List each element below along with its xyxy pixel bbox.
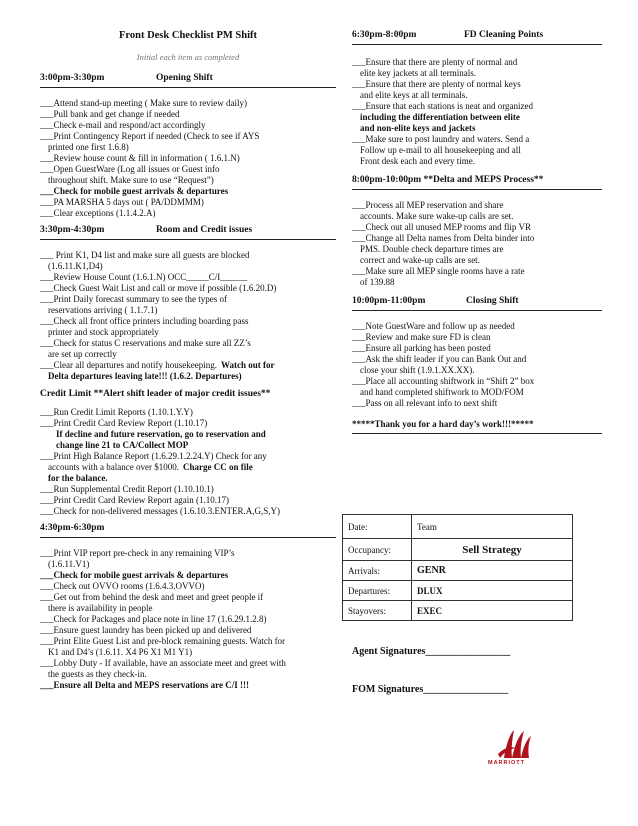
checklist-item-line: close your shift (1.9.1.XX.XX). (360, 365, 475, 375)
checklist-item-line: of 139.88 (360, 277, 395, 287)
checklist-item-line: ___Check e-mail and respond/act accordingly (40, 120, 206, 130)
checklist-item-line: ___Place all accounting shiftwork in “Shift 2” box (352, 376, 535, 386)
arrivals-label: Arrivals: (343, 561, 412, 581)
checklist-item-line: ___Change all Delta names from Delta binder into (352, 233, 535, 243)
exec-code: EXEC (412, 601, 573, 621)
section-opening-header (40, 73, 336, 88)
checklist-item (352, 332, 602, 343)
checklist-item-line: ___Run Credit Limit Reports (1.10.1.Y.Y) (40, 407, 193, 417)
page-subtitle: Initial each item as completed (136, 52, 240, 62)
checklist-item-line: ___Clear exceptions (1.1.4.2.A) (40, 208, 156, 218)
checklist-item-line: (1.6.11.V1) (48, 559, 90, 569)
checklist-item-line: ___Review house count & fill in information ( 1.6.1.N) (40, 153, 240, 163)
checklist-item-line: accounts with a balance over $1000. (48, 462, 179, 472)
checklist-item-line: ___Check all front office printers including boarding pass (40, 316, 249, 326)
checklist-item-line: reservations arriving ( 1.1.7.1) (48, 305, 158, 315)
checklist-item-line: ___Print High Balance Report (1.6.29.1.2.24.Y) Check for any (40, 451, 267, 461)
section-room-label: Room and Credit issues (156, 225, 253, 235)
section-closing-label: Closing Shift (466, 296, 519, 306)
checklist-item (40, 197, 336, 208)
checklist-item-line: throughout shift. Make sure to use “Request”) (48, 175, 214, 185)
checklist-item (40, 636, 336, 658)
credit-list-2 (40, 451, 336, 517)
checklist-item-line: there is availability in people (48, 603, 153, 613)
checklist-item-line: ___Check Guest Wait List and call or move if possible (1.6.20.D) (40, 283, 277, 293)
checklist-item-line: elite key jackets at all terminals. (360, 68, 476, 78)
checklist-item-line: ___Get out from behind the desk and meet and greet people if (40, 592, 264, 602)
checklist-item-line: ___Ensure all Delta and MEPS reservations are C/I !!! (40, 680, 249, 690)
checklist-item-line: ___Ensure guest laundry has been picked up and delivered (40, 625, 252, 635)
checklist-item (40, 495, 336, 506)
fd-list (352, 57, 602, 167)
checklist-item-line: ___Ensure that each stations is neat and organized (352, 101, 534, 111)
checklist-item-line: ___Make sure all MEP single rooms have a rate (352, 266, 525, 276)
checklist-item (40, 407, 336, 418)
checklist-item-line: ___PA MARSHA 5 days out ( PA/DDMMM) (40, 197, 204, 207)
checklist-item-line: Front desk each and every time. (360, 156, 475, 166)
sell-strategy-table (342, 514, 573, 621)
checklist-item (40, 164, 336, 186)
delta-list (352, 200, 602, 288)
checklist-item-line: ___Check for status C reservations and make sure all ZZ’s (40, 338, 251, 348)
page-title: Front Desk Checklist PM Shift (118, 30, 258, 41)
checklist-item-line: are set up correctly (48, 349, 117, 359)
checklist-item (352, 398, 602, 409)
checklist-item (40, 186, 336, 197)
checklist-item (352, 343, 602, 354)
checklist-item (40, 250, 336, 272)
evening-list (40, 548, 336, 691)
checklist-item-line: ___Print Daily forecast summary to see the types of (40, 294, 227, 304)
checklist-item (352, 376, 602, 398)
checklist-item (40, 283, 336, 294)
checklist-item-line: ___Check for mobile guest arrivals & departures (40, 570, 229, 580)
section-opening-label: Opening Shift (156, 73, 213, 83)
checklist-item (352, 233, 602, 266)
marriott-wordmark: MARRIOTT (488, 760, 526, 766)
thank-you-line: *****Thank you for a hard day’s work!!!***** (352, 419, 602, 434)
checklist-item (40, 109, 336, 120)
checklist-item-line: and non-elite keys and jackets (360, 123, 476, 133)
checklist-item (40, 680, 336, 691)
checklist-item-line: ___Print Credit Card Review Report (1.10.17) (40, 418, 208, 428)
checklist-item-line: ___Clear all departures and notify housekeeping. (40, 360, 217, 370)
stayovers-label: Stayovers: (343, 601, 412, 621)
section-opening-time: 3:00pm-3:30pm (40, 73, 105, 83)
section-evening-time: 4:30pm-6:30pm (40, 523, 105, 533)
checklist-item-line: including the differentiation between elite (360, 112, 520, 122)
checklist-item (40, 208, 336, 219)
checklist-item (40, 484, 336, 495)
checklist-item-line: printer and stock appropriately (48, 327, 159, 337)
checklist-item (40, 625, 336, 636)
left-column (40, 30, 336, 691)
checklist-item-line: ___Check out all unused MEP rooms and flip VR (352, 222, 531, 232)
checklist-item-line: ___Lobby Duty - If available, have an associate meet and greet with (40, 658, 286, 668)
checklist-item-line: ___Ask the shift leader if you can Bank Out and (352, 354, 527, 364)
checklist-item-line: ___Open GuestWare (Log all issues or Guest info (40, 164, 220, 174)
checklist-item (40, 570, 336, 581)
section-delta-header (352, 175, 602, 190)
checklist-item-line: ___Attend stand-up meeting ( Make sure to review daily) (40, 98, 247, 108)
closing-list (352, 321, 602, 409)
checklist-item (40, 316, 336, 338)
checklist-item (40, 338, 336, 360)
checklist-item-line: ___Review and make sure FD is clean (352, 332, 491, 342)
section-fd-label: FD Cleaning Points (464, 30, 544, 40)
checklist-item-line: Follow up e-mail to all housekeeping and all (360, 145, 521, 155)
checklist-item-line: printed one first 1.6.8) (48, 142, 129, 152)
checklist-item-line: and hand completed shiftwork to MOD/FOM (360, 387, 524, 397)
checklist-item-line: K1 and D4’s (1.6.11. X4 P6 X1 M1 Y1) (48, 647, 193, 657)
checklist-item-line: ___Check out OVVO rooms (1.6.4.3.OVVO) (40, 581, 205, 591)
departures-label: Departures: (343, 581, 412, 601)
checklist-item-line: correct and wake-up calls are set. (360, 255, 480, 265)
opening-list (40, 98, 336, 219)
checklist-item (352, 79, 602, 101)
checklist-item (40, 506, 336, 517)
checklist-item (352, 101, 602, 134)
sell-strategy-label: Sell Strategy (412, 539, 573, 561)
genr-code: GENR (412, 561, 573, 581)
dlux-code: DLUX (412, 581, 573, 601)
checklist-item-line: ___Run Supplemental Credit Report (1.10.10.1) (40, 484, 214, 494)
checklist-item-line: ___Pull bank and get change if needed (40, 109, 180, 119)
checklist-item-line: the guests as they check-in. (48, 669, 147, 679)
occupancy-label: Occupancy: (343, 539, 412, 561)
checklist-item-line: ___Print Credit Card Review Report again (1.10.17) (40, 495, 229, 505)
checklist-item-line: PMS. Double check departure times are (360, 244, 504, 254)
checklist-item (40, 131, 336, 153)
credit-heading: Credit Limit **Alert shift leader of major credit issues** (40, 389, 271, 399)
checklist-item-line: and elite keys at all terminals. (360, 90, 468, 100)
checklist-item-line: ___Print VIP report pre-check in any remaining VIP’s (40, 548, 235, 558)
checklist-item-line: ___ Print K1, D4 list and make sure all guests are blocked (40, 250, 250, 260)
section-closing-time: 10:00pm-11:00pm (352, 296, 426, 306)
section-evening-header (40, 523, 336, 538)
right-column (352, 30, 602, 434)
credit-note: If decline and future reservation, go to reservation and change line 21 to CA/Collect MOP (56, 429, 266, 450)
checklist-item (40, 120, 336, 131)
section-delta-heading: 8:00pm-10:00pm **Delta and MEPS Process** (352, 175, 544, 185)
checklist-item-line: ___Print Contingency Report if needed (Check to see if AYS (40, 131, 260, 141)
checklist-item (40, 614, 336, 625)
checklist-item-line: ___Pass on all relevant info to next shift (352, 398, 498, 408)
checklist-item-line: ___Check for Packages and place note in line 17 (1.6.29.1.2.8) (40, 614, 267, 624)
checklist-item (352, 266, 602, 288)
checklist-item (40, 294, 336, 316)
team-label: Team (412, 515, 573, 539)
checklist-item (40, 98, 336, 109)
checklist-item (40, 548, 336, 570)
emphasis-text: Charge CC on file (182, 462, 253, 472)
section-room-header (40, 225, 336, 240)
section-fd-time: 6:30pm-8:00pm (352, 30, 417, 40)
checklist-item-line: ___Print Elite Guest List and pre-block remaining guests. Watch for (40, 636, 286, 646)
checklist-item (352, 222, 602, 233)
checklist-item-line: (1.6.11.K1,D4) (48, 261, 103, 271)
checklist-item (40, 658, 336, 680)
checklist-item (40, 418, 336, 429)
checklist-item-line: ___Process all MEP reservation and share (352, 200, 504, 210)
checklist-item-line: ___Make sure to post laundry and waters. Send a (352, 134, 530, 144)
checklist-item (40, 360, 336, 382)
checklist-item (40, 581, 336, 592)
checklist-item-line: Delta departures leaving late!!! (1.6.2. Departures) (48, 371, 242, 381)
checklist-item (40, 592, 336, 614)
checklist-item-line: ___Ensure that there are plenty of normal and (352, 57, 518, 67)
checklist-item (352, 321, 602, 332)
checklist-item (352, 134, 602, 167)
credit-list (40, 407, 336, 429)
emphasis-text: Watch out for (220, 360, 275, 370)
checklist-item (352, 200, 602, 222)
checklist-item-line: ___Check for mobile guest arrivals & departures (40, 186, 229, 196)
checklist-item-line: ___Review House Count (1.6.1.N) OCC_____C/I______ (40, 272, 248, 282)
checklist-item-line: accounts. Make sure wake-up calls are set. (360, 211, 514, 221)
checklist-item-line: for the balance. (48, 473, 108, 483)
checklist-item (40, 451, 336, 484)
checklist-item (352, 354, 602, 376)
checklist-item-line: ___Ensure that there are plenty of normal keys (352, 79, 521, 89)
checklist-item (352, 57, 602, 79)
checklist-item-line: ___Check for non-delivered messages (1.6.10.3.ENTER.A,G,S,Y) (40, 506, 280, 516)
checklist-item (40, 153, 336, 164)
section-closing-header (352, 296, 602, 311)
checklist-item-line: ___Ensure all parking has been posted (352, 343, 491, 353)
checklist-item (40, 272, 336, 283)
section-room-time: 3:30pm-4:30pm (40, 225, 105, 235)
fom-signature-line: FOM Signatures_________________ (352, 684, 509, 695)
section-fd-header (352, 30, 602, 45)
date-label: Date: (343, 515, 412, 539)
agent-signature-line: Agent Signatures_________________ (352, 646, 511, 657)
room-list (40, 250, 336, 382)
checklist-item-line: ___Note GuestWare and follow up as needed (352, 321, 515, 331)
